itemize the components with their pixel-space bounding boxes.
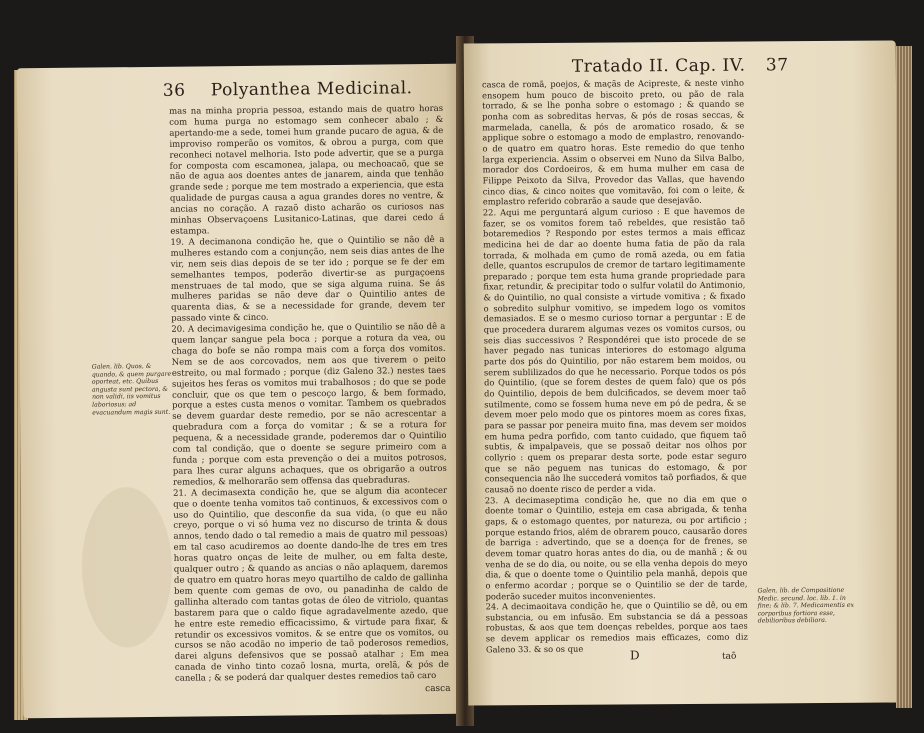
margin-note: Galen. lib. Quos, & quando, & quem purgare oporteat, etc. Quibus angusta sunt pectora, & non validi, iis vomitus laboriosus; ad evacuandum magis sunt.: [91, 362, 172, 417]
signature-mark: D: [629, 648, 640, 663]
running-title: Polyanthea Medicinal.: [210, 78, 413, 101]
paragraph: 20. A decimavigesima condição he, que o Quintilio se não dê a quem lançar sangue pela boca ; porque a rotura da vea, ou chaga do bofe se não rompa mais com a força dos vomitos. Nem se de aos corcovados, nem aos que tiverem o peito estreito, ou mal formado ; porque (diz Galeno 32.) nestes taes sujeitos hes feras os vomitos mui trabalhosos ; do que se pode concluir, que os que tem o pescoço largo, & bem formado, porque a estes custa menos o vomitar. Tambem os quebrados se devem guardar deste remedio, por se não acrescentar a quebradura com a força do vomitar ; & se a rotura for pequena, & a necessidade grande, poderemos dar o Quintilio com tal condição, que o doente se segure primeiro com a funda ; porque com esta prevenção o dei a muitos potrosos, para lhes curar alguns achaques, que os obrigarão a outros remedios, & melhorarão sem offensa das quebraduras.: [171, 322, 447, 488]
page-number: 37: [765, 55, 789, 76]
catchword: casca: [425, 683, 451, 695]
paragraph: 21. A decimasexta condição he, que se algum dia acontecer que o doente tenha vomitos taõ continuos, & excessivos com o uso do Quintilio, que desconfie da sua vida, (o que eu não creyo, porque o vi só huma vez no discurso de trinta & dous annos, tendo dado o tal remedio a mais de quatro mil pessoas) em tal caso acudiremos ao doente dando-lhe de tres em tres horas quatro onças de leite de mulher, ou em falta deste, qualquer outro ; & quando as ancias o não aplaquem, daremos de quatro em quatro horas meyo quartilho de caldo de gallinha bem quente com gemas de ovo, ou panadinha de caldo de gallinha alterado com tantas gotas de óleo de vitriolo, quantas bastarem para que o caldo fique agradavelmente azedo, que he entre este remedio efficacissimo, & virtude para fixar, & retundir os excessivos vomitos. & se entre que os vomitos, ou cursos se não acodão no imperio de taõ poderosos remedios, darei alguns defensivos que se possaõ atalhar ; Em mea canada de vinho tinto cozaõ losna, murta, orelã, & pós de canella ; & se poderá dar qualquer destes remedios taõ caro: [173, 485, 449, 684]
paragraph: casca de romã, poejos, & maçãs de Acipreste, & neste vinho ensopem hum pouco de biscoito preto, ou pão de rala torrado, & se lhe ponha sobre o estomago ; & quando se ponha com as sobreditas hervas, & pós de rosas seccas, & marmelada, canella, & pós de aromatico rosado, & se applique sobre o estomago a modo de emplastro, renovando-o de quatro em quatro horas. Este remedio do que tenho larga experiencia. Assim o observei em Nuno da Silva Balbo, morador dos Cordoeiros, & em huma mulher em casa de Filippe Peixoto da Silva, Provedor das Vallas, que havendo cinco dias, & cinco noites que vomitavão, foi com o leite, & emplastro referido cobrarão a saude que desejavão.: [481, 77, 745, 207]
body-text: [169, 104, 449, 685]
catchword: taõ: [721, 651, 737, 662]
paragraph: 22. Aqui me perguntará algum curioso : E que havemos de fazer, se os vomitos forem taõ rebeldes, que resistão taõ botaremedios ? Respondo por estes termos a mais efficaz medicina hei de dar ao doente huma fatia de pão da rala torrada, & molhada em çumo de romã azeda, ou em fatia delle, quantos escrupulos de cremor de tartaro legitimamente preparado ; porque tem esta huma grande propriedade para fixar, retundir, & precipitar todo o sulfur volatil do Antimonio, & do Quintilio, no qual consiste a virtude vomitiva ; & fixado o sobredito sulphur vomitivo, se impedem logo os vomitos demasiados. E se o mesmo curioso tornar a perguntar : E de que procedera durarem algumas vezes os vomitos cursos, ou seis dias successivos ? Respondérei que isto procede de se haver pegado nas tunicas interiores do estomago alguma parte dos pós do Quintilio, por não estarem bem moidos, ou serem sublilizados do que he necessario. Porque todos os pós do Quintilio, (que se forem destes de quem falo) que os pós do Quintilio, depois de bem dulcificados, se devem moer taõ sutilmente, como se fossem huma neve em pó de pedra, & se devem moer pelo modo que os pintores moem as cores fixas, para se passar por peneira muito fina, mas devem ser moidos em huma pedra porfido, com tanto cuidado, que fiquem taõ subtis, & impalpaveis, que se possaõ deitar nos olhos por collyrio : quem os preparar desta sorte, pode estar seguro que se não peguem nas tunicas do estomago, & por consequencia não lhe succederá vomitos taõ porfiados, & que causaõ no doente risco de perder a vida.: [482, 205, 747, 495]
page-number: 36: [162, 80, 186, 101]
left-page: [17, 64, 470, 719]
open-book: [10, 26, 914, 716]
page-edges-right: [896, 46, 912, 708]
paragraph: 19. A decimanona condição he, que o Quintilio se não dê a mulheres estando com a conjunção, nem seis dias antes de lhe vir, nem seis dias depois de se ter ido ; porque se fe der em semelhantes tempos, poderão divertir-se as purgaçoens menstruaes de tal modo, que se siga alguma ruina. Se ás mulheres paridas se não deve dar o Quintilio antes de quarenta dias, & se a necessidade for grande, devem ter passado vinte & cinco.: [170, 234, 446, 324]
paragraph: 23. A decimaseptima condição he, que no dia em que o doente tomar o Quintilio, esteja em casa abrigada, & tenha gaps, & o estomago quentes, por natureza, ou por artificio ; porque estando frios, além de obrarem pouco, causarão dores de barriga : advertindo, que se a doença for de frenes, se devem tomar quatro horas antes do dia, ou de manhã ; & ou venha de se do dia, ou noite, ou se ella venha depois do meyo dia, & que o doente tome o Quintilio pela manhã, depois que o enfermo acordar ; porque se o Quintilio se der de tarde, poderão suceder muitos inconvenientes.: [484, 493, 748, 601]
paragraph: mas na minha propria pessoa, estando mais de quatro horas com huma purga no estomago sem conhecer abalo ; & apertando-me a sede, tomei hum grande pucaro de agua, & de improviso romperão os vomitos, & obrou a purga, com que reconheci notavel melhoria. Isto pode advertir, que se a purga for composta com escamonea, jalapa, ou mechoacaõ, que se não de agua aos doentes antes de janarem, ainda que tenhão grande sede ; porque me tem mostrado a experiencia, que esta qualidade de purgas causa a agua grandes dores no ventre, & ancias no coração. A razaõ disto acharão os curiosos nas minhas Observaçoens Lusitanico-Latinas, que darei cedo á estampa.: [169, 103, 445, 237]
margin-note: Galen. lib. de Compositione Medic. secund. loc. lib. 1. in fine; & lib. 7. Medicamentis ex corporibus fortiora esse, debilioribus debiliora.: [757, 586, 855, 625]
running-title: Tratado II. Cap. IV.: [571, 55, 746, 77]
paper-stain: [81, 487, 173, 648]
body-text: [482, 78, 748, 655]
paragraph: 24. A decimaoitava condição he, que o Quintilio se dê, ou em substancia, ou em infusão. Em substancia se dá a pessoas robustas, & aos que tem doenças rebeldes, porque aos taes se devem applicar os remedios mais efficazes, como diz Galeno 33. & so os que: [485, 599, 748, 655]
right-page: [464, 41, 901, 706]
